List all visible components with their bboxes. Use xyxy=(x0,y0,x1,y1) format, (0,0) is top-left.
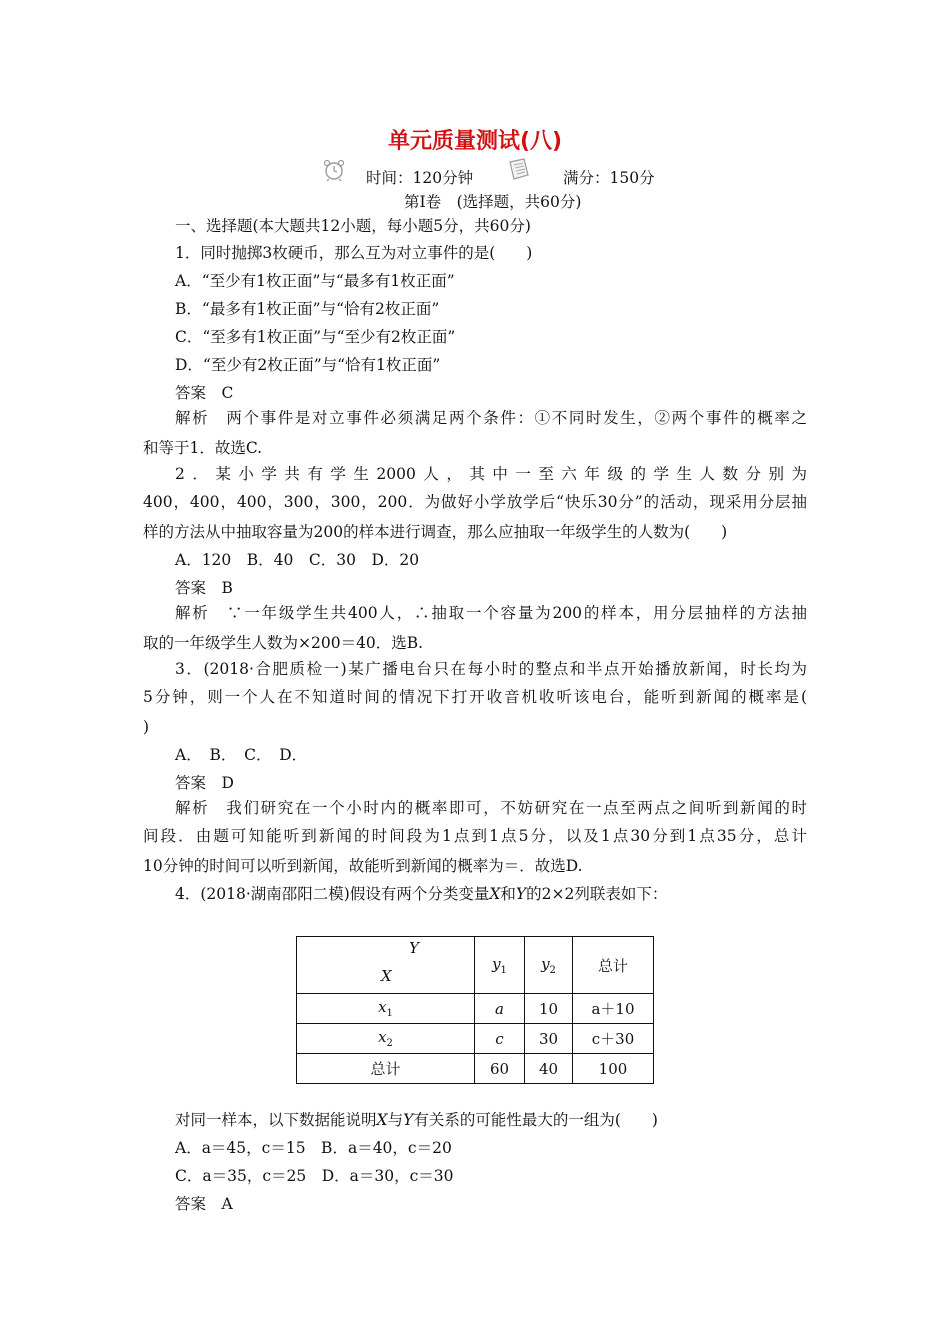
row-x1-var: x xyxy=(378,998,387,1016)
header-y2 xyxy=(525,937,573,994)
question-2-answer: 答案 B xyxy=(175,579,233,597)
variable-x: X xyxy=(489,885,501,903)
question-3-options: A． B． C． D． xyxy=(175,746,308,764)
header-total: 总计 xyxy=(573,937,654,994)
note-paper-icon xyxy=(506,156,532,182)
header-y1 xyxy=(475,937,525,994)
cell-x2-total: c＋30 xyxy=(573,1024,654,1054)
question-1-analysis-line-1: 解析 两个事件是对立事件必须满足两个条件：①不同时发生，②两个事件的概率之 xyxy=(175,409,807,427)
question-3-stem-line-2: 5分钟，则一个人在不知道时间的情况下打开收音机收听该电台，能听到新闻的概率是( xyxy=(143,688,807,706)
question-3-analysis-line-3: 10分钟的时间可以听到新闻，故能听到新闻的概率为＝．故选D. xyxy=(143,857,583,875)
question-1-option-d: D．“至少有2枚正面”与“恰有1枚正面” xyxy=(175,356,441,374)
cell-x1-y1: a xyxy=(475,994,525,1024)
question-4-prompt-tail: 有关系的可能性最大的一组为( ) xyxy=(413,1111,658,1129)
question-1-option-b: B．“最多有1枚正面”与“恰有2枚正面” xyxy=(175,300,440,318)
question-4-prompt-and: 与 xyxy=(387,1111,404,1129)
question-2-analysis-line-1: 解析 ∵一年级学生共400人，∴抽取一个容量为200的样本，用分层抽样的方法抽 xyxy=(175,604,807,622)
question-2-analysis-line-2: 取的一年级学生人数为×200＝40．选B. xyxy=(143,634,424,652)
cell-grand-total: 100 xyxy=(573,1054,654,1084)
alarm-clock-icon xyxy=(322,158,346,182)
question-4-stem-tail: 的2×2列联表如下： xyxy=(526,885,668,903)
prompt-variable-x: X xyxy=(376,1111,388,1129)
question-4-prompt xyxy=(175,1110,658,1130)
question-4-options-cd: C．a＝35，c＝25 D．a＝30，c＝30 xyxy=(175,1167,454,1185)
row-x1-sub: 1 xyxy=(386,1008,393,1019)
time-label: 时间：120分钟 xyxy=(366,169,474,187)
question-3-analysis-line-1: 解析 我们研究在一个小时内的概率即可，不妨研究在一点至两点之间听到新闻的时 xyxy=(175,799,807,817)
question-2-options: A．120 B．40 C．30 D．20 xyxy=(175,551,420,569)
header-y1-var: y xyxy=(492,954,501,973)
cell-x1-total: a＋10 xyxy=(573,994,654,1024)
question-2-stem-line-1: 2．某小学共有学生2000人，其中一至六年级的学生人数分别为 xyxy=(175,465,807,483)
question-4-stem xyxy=(175,884,667,904)
cell-total-y2: 40 xyxy=(525,1054,573,1084)
cell-x1-y2: 10 xyxy=(525,994,573,1024)
question-3-analysis-line-2: 间段．由题可知能听到新闻的时间段为1点到1点5分，以及1点30分到1点35分，总计 xyxy=(143,827,807,845)
question-3-answer: 答案 D xyxy=(175,774,234,792)
cell-total-y1: 60 xyxy=(475,1054,525,1084)
row-total-label: 总计 xyxy=(297,1054,475,1084)
cell-x2-y2: 30 xyxy=(525,1024,573,1054)
score-label: 满分：150分 xyxy=(563,169,655,187)
question-2-stem-line-3: 样的方法从中抽取容量为200的样本进行调查，那么应抽取一年级学生的人数为( ) xyxy=(143,523,728,541)
section-heading: 一、选择题(本大题共12小题，每小题5分，共60分) xyxy=(175,217,531,235)
question-1-option-a: A．“至少有1枚正面”与“最多有1枚正面” xyxy=(175,272,455,290)
page-title: 单元质量测试(八) xyxy=(387,129,563,154)
question-3-stem-line-1: 3．(2018·合肥质检一)某广播电台只在每小时的整点和半点开始播放新闻，时长均为 xyxy=(175,660,807,678)
variable-y: Y xyxy=(515,885,527,903)
question-4-options-ab: A．a＝45，c＝15 B．a＝40，c＝20 xyxy=(175,1139,452,1157)
question-4-answer: 答案 A xyxy=(175,1195,233,1213)
question-1-option-c: C．“至多有1枚正面”与“至少有2枚正面” xyxy=(175,328,456,346)
row-x1-label xyxy=(297,994,475,1024)
prompt-variable-y: Y xyxy=(403,1111,414,1129)
question-4-stem-text: 4．(2018·湖南邵阳二模)假设有两个分类变量 xyxy=(175,885,490,903)
header-y2-var: y xyxy=(541,954,550,973)
question-4-prompt-text: 对同一样本，以下数据能说明 xyxy=(175,1111,377,1129)
question-3-stem-line-3: ) xyxy=(143,718,150,736)
question-1-analysis-line-2: 和等于1．故选C. xyxy=(143,439,263,457)
volume-label: 第Ⅰ卷 (选择题，共60分) xyxy=(404,193,582,211)
header-y2-sub: 2 xyxy=(549,964,556,976)
question-2-stem-line-2: 400，400，400，300，300，200．为做好小学放学后“快乐30分”的活动，现采用分层抽 xyxy=(143,493,807,511)
question-1-answer: 答案 C xyxy=(175,384,234,402)
cell-x2-y1: c xyxy=(475,1024,525,1054)
header-y1-sub: 1 xyxy=(500,964,507,976)
corner-label-x: X xyxy=(381,967,392,985)
question-1-stem: 1．同时抛掷3枚硬币，那么互为对立事件的是( ) xyxy=(175,244,533,262)
table-corner-cell xyxy=(297,937,475,994)
question-4-stem-and: 和 xyxy=(500,885,516,903)
row-x2-label xyxy=(297,1024,475,1054)
corner-label-y: Y xyxy=(409,939,419,957)
row-x2-var: x xyxy=(378,1028,387,1046)
contingency-table xyxy=(296,936,654,1084)
row-x2-sub: 2 xyxy=(386,1038,393,1049)
